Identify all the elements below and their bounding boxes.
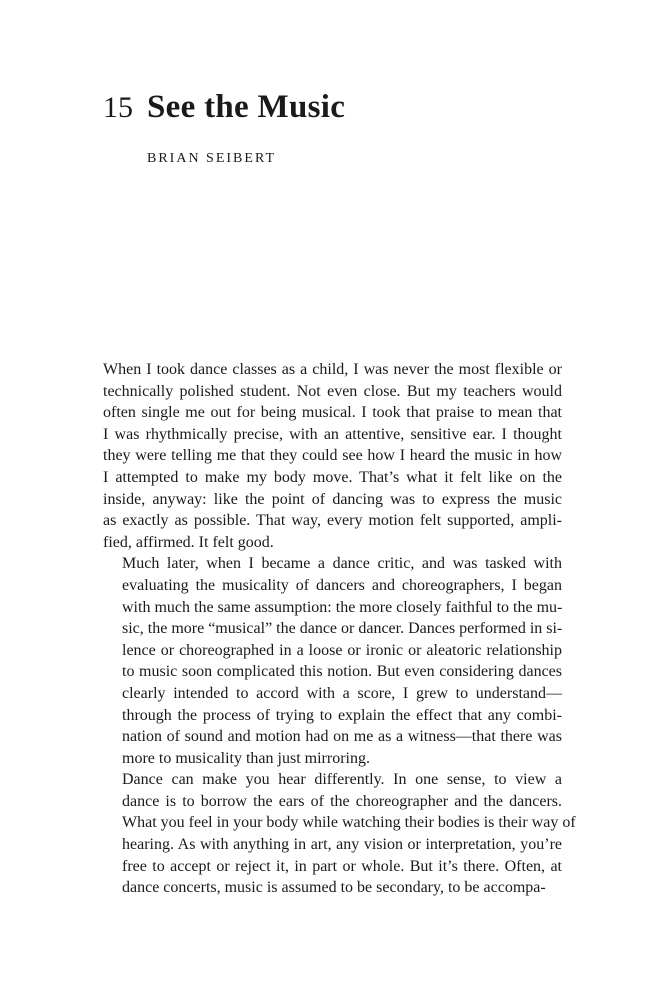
text-line: inside, anyway: like the point of dancing was to express the music: [103, 490, 562, 508]
text-line: I was rhythmically precise, with an attentive, sensitive ear. I thought: [103, 425, 562, 443]
text-line: evaluating the musicality of dancers and choreographers, I began: [122, 576, 562, 594]
chapter-heading: [103, 90, 345, 124]
text-line: hearing. As with anything in art, any vision or interpretation, you’re: [122, 836, 562, 854]
text-line: they were telling me that they could see how I heard the music in how: [103, 447, 562, 465]
text-line: I attempted to make my body move. That’s what it felt like on the: [103, 468, 562, 486]
text-line: through the process of trying to explain the effect that any combi-: [122, 706, 562, 724]
chapter-title: See the Music: [147, 89, 346, 125]
text-line: more to musicality than just mirroring.: [122, 749, 370, 767]
chapter-author: BRIAN SEIBERT: [147, 151, 276, 166]
text-line: often single me out for being musical. I took that praise to mean that: [103, 404, 562, 422]
text-line: When I took dance classes as a child, I was never the most flexible or: [103, 361, 562, 378]
text-line: lence or choreographed in a loose or ironic or aleatoric relationship: [122, 641, 562, 659]
text-line: sic, the more “musical” the dance or dancer. Dances performed in si-: [122, 620, 563, 638]
text-line: nation of sound and motion had on me as a witness—that there was: [122, 728, 562, 746]
text-line: dance is to borrow the ears of the choreographer and the dancers.: [122, 792, 562, 810]
text-line: as exactly as possible. That way, every motion felt supported, ampli-: [103, 512, 562, 530]
text-line: with much the same assumption: the more closely faithful to the mu-: [122, 598, 563, 616]
text-line: free to accept or reject it, in part or whole. But it’s there. Often, at: [122, 857, 562, 875]
text-line: Dance can make you hear differently. In one sense, to view a: [122, 771, 562, 789]
paragraph: [103, 359, 562, 553]
chapter-number: 15: [103, 91, 133, 124]
paragraph: [103, 553, 562, 769]
body-text: [103, 359, 576, 899]
text-line: Much later, when I became a dance critic, and was tasked with: [122, 555, 562, 573]
text-line: What you feel in your body while watching their bodies is their way of: [122, 814, 576, 832]
text-line: clearly intended to accord with a score, I grew to understand—: [122, 684, 562, 702]
text-line: fied, affirmed. It felt good.: [103, 533, 274, 551]
text-line: dance concerts, music is assumed to be secondary, to be accompa-: [122, 879, 546, 897]
text-line: to music soon complicated this notion. But even considering dances: [122, 663, 562, 681]
paragraph: [103, 769, 576, 899]
text-line: technically polished student. Not even close. But my teachers would: [103, 382, 562, 400]
